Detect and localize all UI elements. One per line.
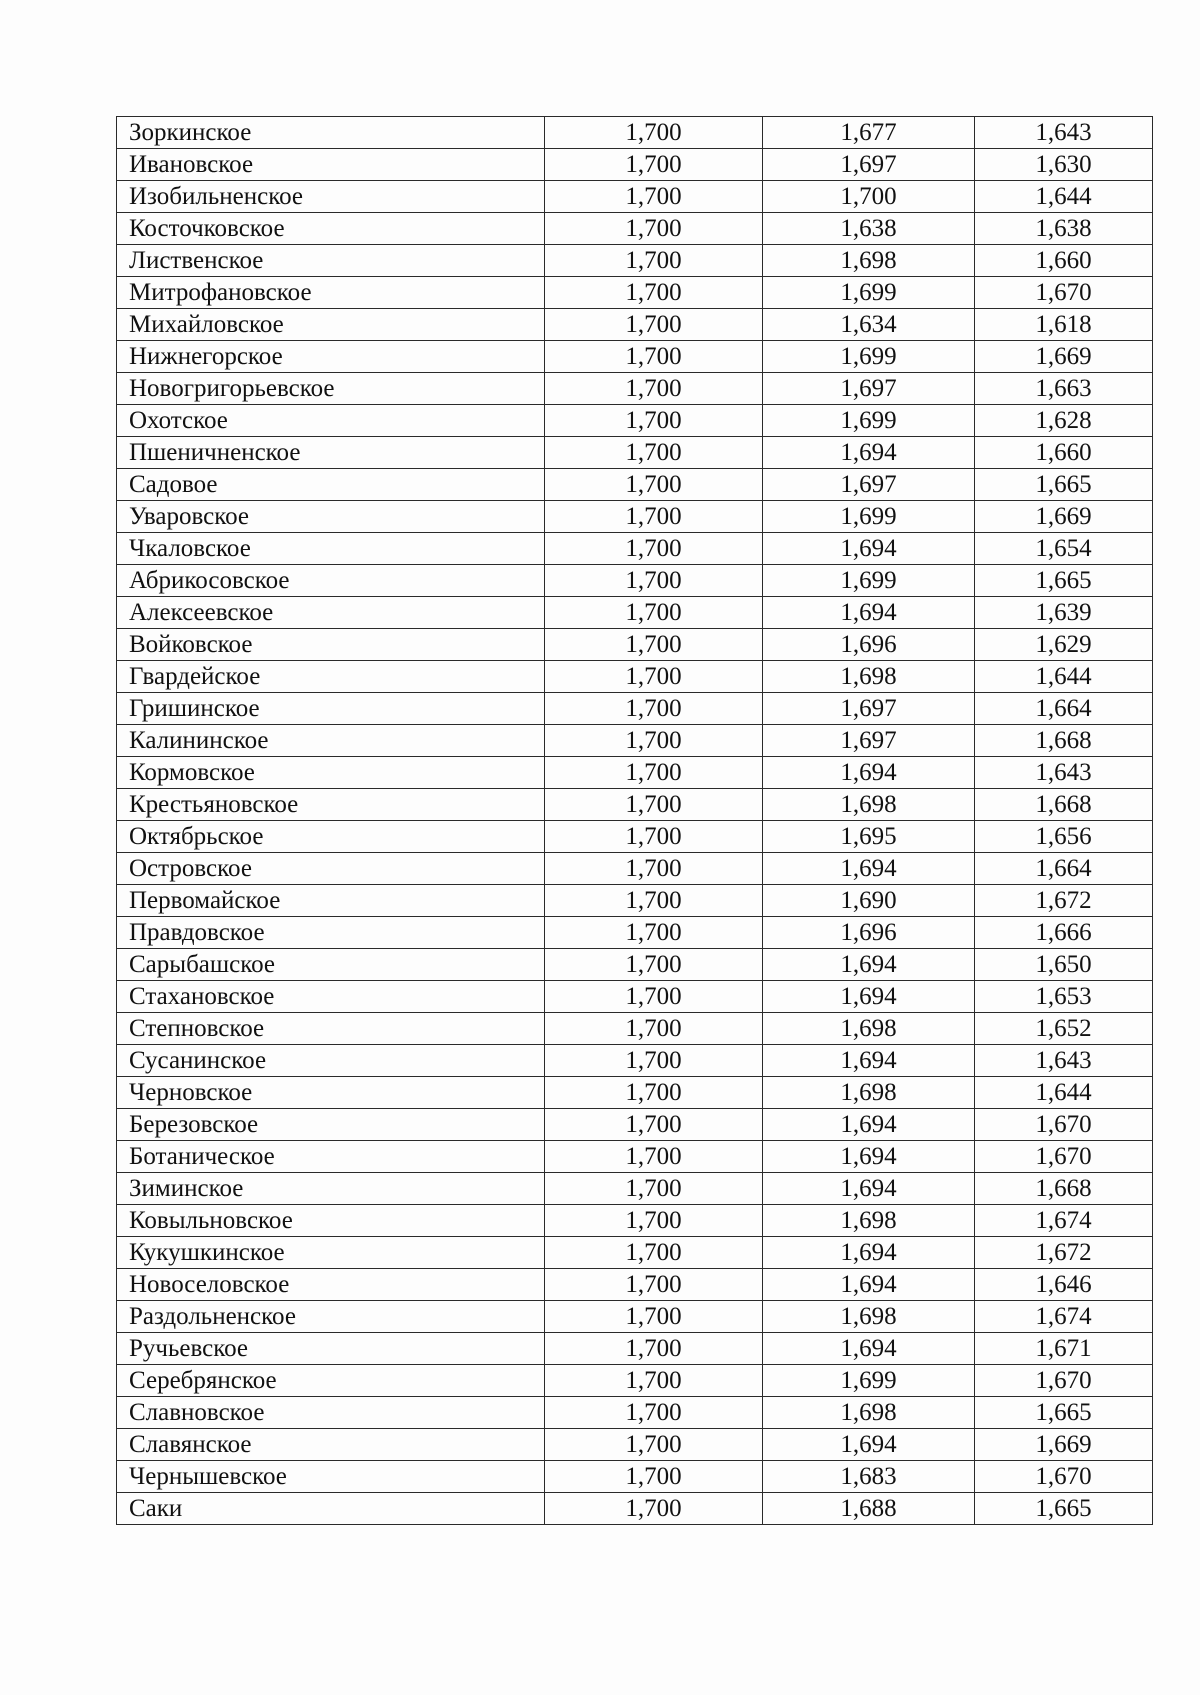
value-cell-3: 1,670 bbox=[975, 1109, 1153, 1141]
table-row bbox=[117, 821, 1153, 853]
settlement-name-cell: Гришинское bbox=[117, 693, 545, 725]
settlement-name-cell: Крестьяновское bbox=[117, 789, 545, 821]
value-cell-1: 1,700 bbox=[545, 181, 763, 213]
value-cell-3: 1,646 bbox=[975, 1269, 1153, 1301]
table-row bbox=[117, 1237, 1153, 1269]
value-cell-1: 1,700 bbox=[545, 949, 763, 981]
table-row bbox=[117, 277, 1153, 309]
value-cell-2: 1,694 bbox=[763, 1045, 975, 1077]
value-cell-3: 1,644 bbox=[975, 661, 1153, 693]
value-cell-3: 1,656 bbox=[975, 821, 1153, 853]
table-row bbox=[117, 1461, 1153, 1493]
value-cell-3: 1,630 bbox=[975, 149, 1153, 181]
value-cell-2: 1,698 bbox=[763, 1205, 975, 1237]
value-cell-2: 1,699 bbox=[763, 277, 975, 309]
settlement-name-cell: Ботаническое bbox=[117, 1141, 545, 1173]
table-row bbox=[117, 885, 1153, 917]
settlement-name-cell: Изобильненское bbox=[117, 181, 545, 213]
table-row bbox=[117, 1365, 1153, 1397]
settlement-name-cell: Славновское bbox=[117, 1397, 545, 1429]
table-row bbox=[117, 565, 1153, 597]
value-cell-3: 1,660 bbox=[975, 437, 1153, 469]
table-row bbox=[117, 117, 1153, 149]
table-row bbox=[117, 309, 1153, 341]
table-row bbox=[117, 1141, 1153, 1173]
value-cell-2: 1,698 bbox=[763, 789, 975, 821]
value-cell-2: 1,694 bbox=[763, 597, 975, 629]
value-cell-2: 1,690 bbox=[763, 885, 975, 917]
value-cell-3: 1,629 bbox=[975, 629, 1153, 661]
settlement-name-cell: Гвардейское bbox=[117, 661, 545, 693]
settlement-name-cell: Садовое bbox=[117, 469, 545, 501]
value-cell-3: 1,663 bbox=[975, 373, 1153, 405]
value-cell-2: 1,699 bbox=[763, 1365, 975, 1397]
table-row bbox=[117, 1269, 1153, 1301]
value-cell-3: 1,672 bbox=[975, 885, 1153, 917]
value-cell-3: 1,644 bbox=[975, 181, 1153, 213]
settlement-name-cell: Раздольненское bbox=[117, 1301, 545, 1333]
settlement-name-cell: Уваровское bbox=[117, 501, 545, 533]
value-cell-2: 1,683 bbox=[763, 1461, 975, 1493]
table-row bbox=[117, 757, 1153, 789]
table-row bbox=[117, 437, 1153, 469]
value-cell-3: 1,643 bbox=[975, 117, 1153, 149]
value-cell-2: 1,688 bbox=[763, 1493, 975, 1525]
value-cell-2: 1,694 bbox=[763, 533, 975, 565]
settlement-name-cell: Михайловское bbox=[117, 309, 545, 341]
value-cell-2: 1,694 bbox=[763, 437, 975, 469]
table-row bbox=[117, 597, 1153, 629]
settlement-name-cell: Калининское bbox=[117, 725, 545, 757]
value-cell-1: 1,700 bbox=[545, 309, 763, 341]
value-cell-3: 1,654 bbox=[975, 533, 1153, 565]
settlement-name-cell: Чкаловское bbox=[117, 533, 545, 565]
table-row bbox=[117, 1173, 1153, 1205]
table-row bbox=[117, 533, 1153, 565]
value-cell-1: 1,700 bbox=[545, 821, 763, 853]
settlement-name-cell: Кормовское bbox=[117, 757, 545, 789]
value-cell-3: 1,670 bbox=[975, 1141, 1153, 1173]
value-cell-2: 1,634 bbox=[763, 309, 975, 341]
value-cell-2: 1,638 bbox=[763, 213, 975, 245]
value-cell-3: 1,669 bbox=[975, 1429, 1153, 1461]
coefficients-table bbox=[116, 116, 1153, 1525]
table-row bbox=[117, 181, 1153, 213]
value-cell-2: 1,694 bbox=[763, 1141, 975, 1173]
value-cell-3: 1,665 bbox=[975, 469, 1153, 501]
value-cell-2: 1,700 bbox=[763, 181, 975, 213]
value-cell-3: 1,671 bbox=[975, 1333, 1153, 1365]
value-cell-2: 1,694 bbox=[763, 1269, 975, 1301]
value-cell-2: 1,696 bbox=[763, 917, 975, 949]
settlement-name-cell: Правдовское bbox=[117, 917, 545, 949]
table-row bbox=[117, 661, 1153, 693]
value-cell-1: 1,700 bbox=[545, 1013, 763, 1045]
table-row bbox=[117, 1493, 1153, 1525]
value-cell-2: 1,694 bbox=[763, 1109, 975, 1141]
value-cell-3: 1,670 bbox=[975, 277, 1153, 309]
value-cell-3: 1,664 bbox=[975, 853, 1153, 885]
value-cell-3: 1,665 bbox=[975, 565, 1153, 597]
table-row bbox=[117, 693, 1153, 725]
value-cell-1: 1,700 bbox=[545, 1397, 763, 1429]
value-cell-1: 1,700 bbox=[545, 469, 763, 501]
value-cell-1: 1,700 bbox=[545, 341, 763, 373]
settlement-name-cell: Кукушкинское bbox=[117, 1237, 545, 1269]
settlement-name-cell: Черновское bbox=[117, 1077, 545, 1109]
table-row bbox=[117, 1109, 1153, 1141]
table-row bbox=[117, 213, 1153, 245]
value-cell-3: 1,643 bbox=[975, 1045, 1153, 1077]
value-cell-1: 1,700 bbox=[545, 1301, 763, 1333]
value-cell-1: 1,700 bbox=[545, 981, 763, 1013]
table-row bbox=[117, 1429, 1153, 1461]
settlement-name-cell: Алексеевское bbox=[117, 597, 545, 629]
value-cell-3: 1,664 bbox=[975, 693, 1153, 725]
value-cell-1: 1,700 bbox=[545, 597, 763, 629]
value-cell-1: 1,700 bbox=[545, 149, 763, 181]
settlement-name-cell: Степновское bbox=[117, 1013, 545, 1045]
value-cell-3: 1,618 bbox=[975, 309, 1153, 341]
value-cell-2: 1,699 bbox=[763, 341, 975, 373]
settlement-name-cell: Лиственское bbox=[117, 245, 545, 277]
value-cell-2: 1,699 bbox=[763, 565, 975, 597]
value-cell-3: 1,670 bbox=[975, 1365, 1153, 1397]
value-cell-1: 1,700 bbox=[545, 1461, 763, 1493]
table-body bbox=[117, 117, 1153, 1525]
value-cell-1: 1,700 bbox=[545, 1237, 763, 1269]
value-cell-1: 1,700 bbox=[545, 1269, 763, 1301]
table-row bbox=[117, 245, 1153, 277]
value-cell-1: 1,700 bbox=[545, 117, 763, 149]
value-cell-1: 1,700 bbox=[545, 1365, 763, 1397]
value-cell-2: 1,698 bbox=[763, 1077, 975, 1109]
value-cell-3: 1,669 bbox=[975, 341, 1153, 373]
table-row bbox=[117, 149, 1153, 181]
value-cell-1: 1,700 bbox=[545, 661, 763, 693]
settlement-name-cell: Сарыбашское bbox=[117, 949, 545, 981]
settlement-name-cell: Серебрянское bbox=[117, 1365, 545, 1397]
value-cell-2: 1,694 bbox=[763, 1333, 975, 1365]
value-cell-1: 1,700 bbox=[545, 533, 763, 565]
value-cell-2: 1,694 bbox=[763, 757, 975, 789]
table-row bbox=[117, 1333, 1153, 1365]
settlement-name-cell: Березовское bbox=[117, 1109, 545, 1141]
settlement-name-cell: Пшеничненское bbox=[117, 437, 545, 469]
value-cell-1: 1,700 bbox=[545, 853, 763, 885]
value-cell-3: 1,668 bbox=[975, 789, 1153, 821]
settlement-name-cell: Войковское bbox=[117, 629, 545, 661]
table-row bbox=[117, 629, 1153, 661]
settlement-name-cell: Новоселовское bbox=[117, 1269, 545, 1301]
value-cell-1: 1,700 bbox=[545, 725, 763, 757]
settlement-name-cell: Митрофановское bbox=[117, 277, 545, 309]
value-cell-3: 1,652 bbox=[975, 1013, 1153, 1045]
value-cell-3: 1,628 bbox=[975, 405, 1153, 437]
value-cell-3: 1,668 bbox=[975, 725, 1153, 757]
settlement-name-cell: Абрикосовское bbox=[117, 565, 545, 597]
value-cell-2: 1,694 bbox=[763, 949, 975, 981]
table-row bbox=[117, 917, 1153, 949]
value-cell-3: 1,643 bbox=[975, 757, 1153, 789]
settlement-name-cell: Сусанинское bbox=[117, 1045, 545, 1077]
value-cell-2: 1,697 bbox=[763, 149, 975, 181]
table-row bbox=[117, 1045, 1153, 1077]
value-cell-3: 1,666 bbox=[975, 917, 1153, 949]
value-cell-2: 1,698 bbox=[763, 245, 975, 277]
value-cell-2: 1,695 bbox=[763, 821, 975, 853]
settlement-name-cell: Зиминское bbox=[117, 1173, 545, 1205]
value-cell-3: 1,653 bbox=[975, 981, 1153, 1013]
value-cell-1: 1,700 bbox=[545, 885, 763, 917]
settlement-name-cell: Новогригорьевское bbox=[117, 373, 545, 405]
settlement-name-cell: Стахановское bbox=[117, 981, 545, 1013]
table-row bbox=[117, 373, 1153, 405]
settlement-name-cell: Саки bbox=[117, 1493, 545, 1525]
settlement-name-cell: Октябрьское bbox=[117, 821, 545, 853]
settlement-name-cell: Зоркинское bbox=[117, 117, 545, 149]
value-cell-1: 1,700 bbox=[545, 405, 763, 437]
value-cell-1: 1,700 bbox=[545, 565, 763, 597]
value-cell-3: 1,639 bbox=[975, 597, 1153, 629]
value-cell-3: 1,670 bbox=[975, 1461, 1153, 1493]
settlement-name-cell: Ковыльновское bbox=[117, 1205, 545, 1237]
value-cell-2: 1,694 bbox=[763, 981, 975, 1013]
value-cell-1: 1,700 bbox=[545, 1333, 763, 1365]
value-cell-2: 1,697 bbox=[763, 693, 975, 725]
value-cell-2: 1,698 bbox=[763, 1301, 975, 1333]
settlement-name-cell: Островское bbox=[117, 853, 545, 885]
table-row bbox=[117, 1397, 1153, 1429]
table-row bbox=[117, 789, 1153, 821]
value-cell-3: 1,660 bbox=[975, 245, 1153, 277]
value-cell-1: 1,700 bbox=[545, 1077, 763, 1109]
value-cell-1: 1,700 bbox=[545, 789, 763, 821]
settlement-name-cell: Косточковское bbox=[117, 213, 545, 245]
table-row bbox=[117, 949, 1153, 981]
settlement-name-cell: Нижнегорское bbox=[117, 341, 545, 373]
value-cell-2: 1,694 bbox=[763, 1429, 975, 1461]
value-cell-3: 1,668 bbox=[975, 1173, 1153, 1205]
value-cell-3: 1,665 bbox=[975, 1397, 1153, 1429]
value-cell-1: 1,700 bbox=[545, 277, 763, 309]
table-row bbox=[117, 405, 1153, 437]
settlement-name-cell: Чернышевское bbox=[117, 1461, 545, 1493]
value-cell-2: 1,698 bbox=[763, 661, 975, 693]
value-cell-1: 1,700 bbox=[545, 501, 763, 533]
value-cell-1: 1,700 bbox=[545, 1045, 763, 1077]
value-cell-3: 1,665 bbox=[975, 1493, 1153, 1525]
value-cell-1: 1,700 bbox=[545, 1493, 763, 1525]
table-row bbox=[117, 501, 1153, 533]
value-cell-2: 1,677 bbox=[763, 117, 975, 149]
value-cell-1: 1,700 bbox=[545, 757, 763, 789]
settlement-name-cell: Ручьевское bbox=[117, 1333, 545, 1365]
value-cell-2: 1,699 bbox=[763, 405, 975, 437]
table-row bbox=[117, 1205, 1153, 1237]
table-row bbox=[117, 853, 1153, 885]
settlement-name-cell: Охотское bbox=[117, 405, 545, 437]
value-cell-2: 1,697 bbox=[763, 469, 975, 501]
value-cell-2: 1,696 bbox=[763, 629, 975, 661]
value-cell-3: 1,638 bbox=[975, 213, 1153, 245]
value-cell-1: 1,700 bbox=[545, 1205, 763, 1237]
value-cell-2: 1,694 bbox=[763, 1237, 975, 1269]
table-row bbox=[117, 725, 1153, 757]
value-cell-3: 1,674 bbox=[975, 1205, 1153, 1237]
value-cell-1: 1,700 bbox=[545, 245, 763, 277]
value-cell-1: 1,700 bbox=[545, 373, 763, 405]
value-cell-2: 1,699 bbox=[763, 501, 975, 533]
table-row bbox=[117, 981, 1153, 1013]
table-row bbox=[117, 1013, 1153, 1045]
value-cell-2: 1,697 bbox=[763, 725, 975, 757]
value-cell-3: 1,644 bbox=[975, 1077, 1153, 1109]
value-cell-1: 1,700 bbox=[545, 917, 763, 949]
table-row bbox=[117, 469, 1153, 501]
table-row bbox=[117, 1077, 1153, 1109]
value-cell-1: 1,700 bbox=[545, 629, 763, 661]
value-cell-3: 1,669 bbox=[975, 501, 1153, 533]
settlement-name-cell: Первомайское bbox=[117, 885, 545, 917]
value-cell-2: 1,698 bbox=[763, 1397, 975, 1429]
settlement-name-cell: Славянское bbox=[117, 1429, 545, 1461]
value-cell-1: 1,700 bbox=[545, 693, 763, 725]
table-row bbox=[117, 1301, 1153, 1333]
value-cell-2: 1,698 bbox=[763, 1013, 975, 1045]
value-cell-2: 1,694 bbox=[763, 1173, 975, 1205]
value-cell-1: 1,700 bbox=[545, 1109, 763, 1141]
value-cell-2: 1,697 bbox=[763, 373, 975, 405]
value-cell-3: 1,672 bbox=[975, 1237, 1153, 1269]
value-cell-1: 1,700 bbox=[545, 437, 763, 469]
value-cell-1: 1,700 bbox=[545, 1429, 763, 1461]
value-cell-2: 1,694 bbox=[763, 853, 975, 885]
value-cell-1: 1,700 bbox=[545, 1141, 763, 1173]
value-cell-3: 1,674 bbox=[975, 1301, 1153, 1333]
settlement-name-cell: Ивановское bbox=[117, 149, 545, 181]
value-cell-1: 1,700 bbox=[545, 1173, 763, 1205]
value-cell-3: 1,650 bbox=[975, 949, 1153, 981]
table-row bbox=[117, 341, 1153, 373]
value-cell-1: 1,700 bbox=[545, 213, 763, 245]
